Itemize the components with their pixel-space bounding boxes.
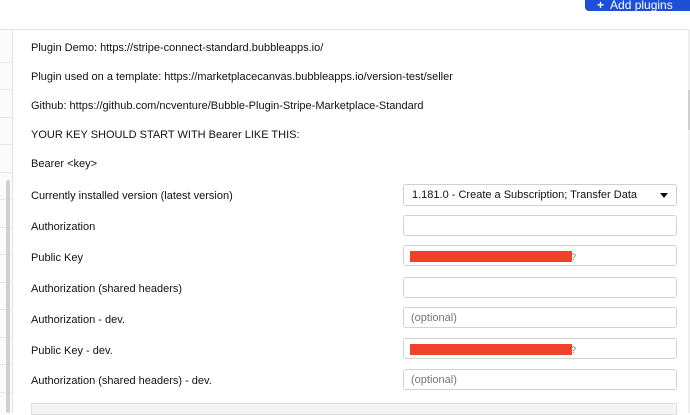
plus-icon: +	[597, 0, 605, 11]
redaction-tail: ?	[571, 345, 577, 355]
public-key-label: Public Key	[31, 252, 83, 264]
rail-divider	[0, 172, 12, 173]
authorization-label: Authorization	[31, 221, 96, 233]
public-key-input[interactable]	[403, 245, 677, 266]
authorization-dev-input[interactable]	[403, 307, 677, 328]
key-instruction-text: YOUR KEY SHOULD START WITH Bearer LIKE THIS:	[31, 129, 300, 141]
public-key-dev-input[interactable]	[403, 338, 677, 359]
shared-headers-dev-input[interactable]	[403, 369, 677, 390]
caret-down-icon	[660, 193, 668, 198]
shared-headers-input[interactable]	[403, 277, 677, 298]
shared-headers-label: Authorization (shared headers)	[31, 283, 183, 295]
rail-divider	[0, 89, 12, 90]
authorization-input[interactable]	[403, 215, 677, 236]
authorization-dev-label: Authorization - dev.	[31, 314, 125, 326]
bearer-example-text: Bearer <key>	[31, 158, 98, 170]
plugin-template-text: Plugin used on a template: https://marketplacecanvas.bubbleapps.io/version-test/seller	[31, 71, 453, 83]
version-label: Currently installed version (latest version)	[31, 190, 233, 202]
rail-divider	[0, 144, 12, 145]
top-bar	[0, 0, 690, 30]
redaction-mark	[410, 344, 572, 355]
left-scrollbar[interactable]	[6, 180, 10, 413]
add-plugins-button[interactable]: + Add plugins	[585, 0, 690, 11]
shared-headers-dev-label: Authorization (shared headers) - dev.	[31, 375, 212, 387]
public-key-dev-label: Public Key - dev.	[31, 345, 113, 357]
next-section-box	[31, 403, 677, 415]
left-rail	[0, 0, 12, 413]
redaction-tail: ?	[571, 252, 577, 262]
version-select-value: 1.181.0 - Create a Subscription; Transfer Data	[412, 189, 638, 201]
rail-border	[12, 0, 13, 413]
plugin-demo-text: Plugin Demo: https://stripe-connect-standard.bubbleapps.io/	[31, 42, 324, 54]
rail-divider	[0, 62, 12, 63]
redaction-mark	[410, 251, 572, 262]
rail-divider	[0, 117, 12, 118]
github-text: Github: https://github.com/ncventure/Bubble-Plugin-Stripe-Marketplace-Standard	[31, 100, 424, 112]
version-select[interactable]	[403, 184, 677, 206]
